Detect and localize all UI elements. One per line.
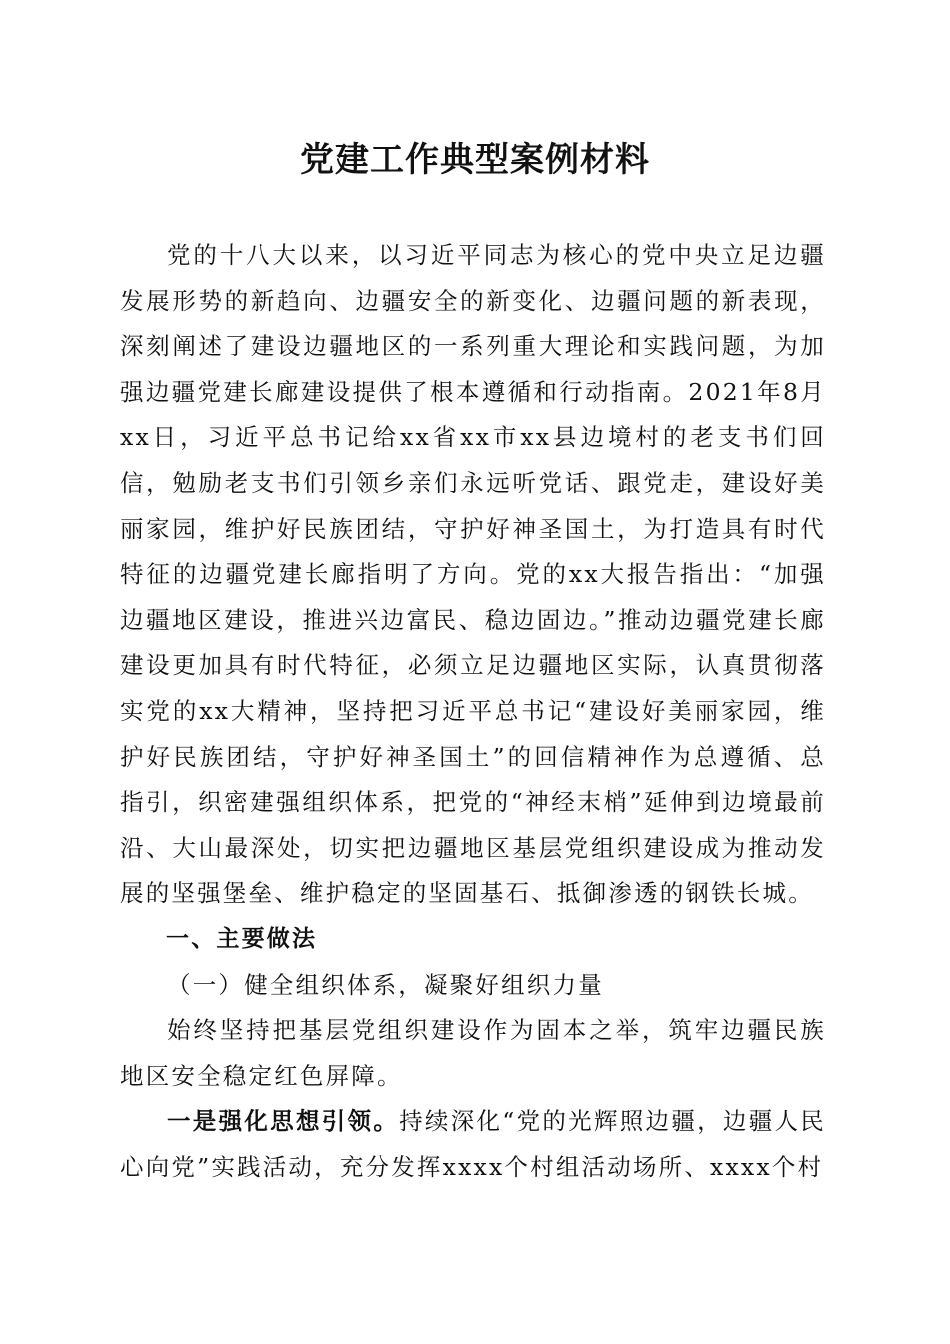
point-text: 持续深化“党的光辉照边疆，边疆人民心向党”实践活动，充分发挥xxxx个村组活动场所、xxxx个村 bbox=[120, 1107, 826, 1181]
subsection-paragraph: 始终坚持把基层党组织建设作为固本之举，筑牢边疆民族地区安全稳定红色屏障。 bbox=[120, 1016, 826, 1090]
subsection-heading-organization-system: （一）健全组织体系，凝聚好组织力量 bbox=[167, 970, 604, 999]
section-heading-main-practices: 一、主要做法 bbox=[166, 925, 318, 952]
document-title: 党建工作典型案例材料 bbox=[300, 140, 650, 180]
intro-paragraph: 党的十八大以来，以习近平同志为核心的党中央立足边疆发展形势的新趋向、边疆安全的新变化、边疆问题的新表现，深刻阐述了建设边疆地区的一系列重大理论和实践问题，为加强边疆党建长廊建设提供了根本遵循和行动指南。2021年8月xx日，习近平总书记给xx省xx市xx县边境村的老支书们回信，勉励老支书们引领乡亲们永远听党话、跟党走，建设好美丽家园，维护好民族团结，守护好神圣国土，为打造具有时代特征的边疆党建长廊指明了方向。党的xx大报告指出：“加强边疆地区建设，推进兴边富民、稳边固边。”推动边疆党建长廊建设更加具有时代特征，必须立足边疆地区实际，认真贯彻落实党的xx大精神，坚持把习近平总书记“建设好美丽家园，维护好民族团结，守护好神圣国土”的回信精神作为总遵循、总指引，织密建强组织体系，把党的“神经末梢”延伸到边境最前沿、大山最深处，切实把边疆地区基层党组织建设成为推动发展的坚强堡垒、维护稳定的坚固基石、抵御渗透的钢铁长城。 bbox=[120, 241, 826, 908]
document-body bbox=[120, 233, 826, 1190]
point-lead: 一是强化思想引领。 bbox=[167, 1107, 400, 1136]
point-paragraph bbox=[120, 1099, 826, 1190]
